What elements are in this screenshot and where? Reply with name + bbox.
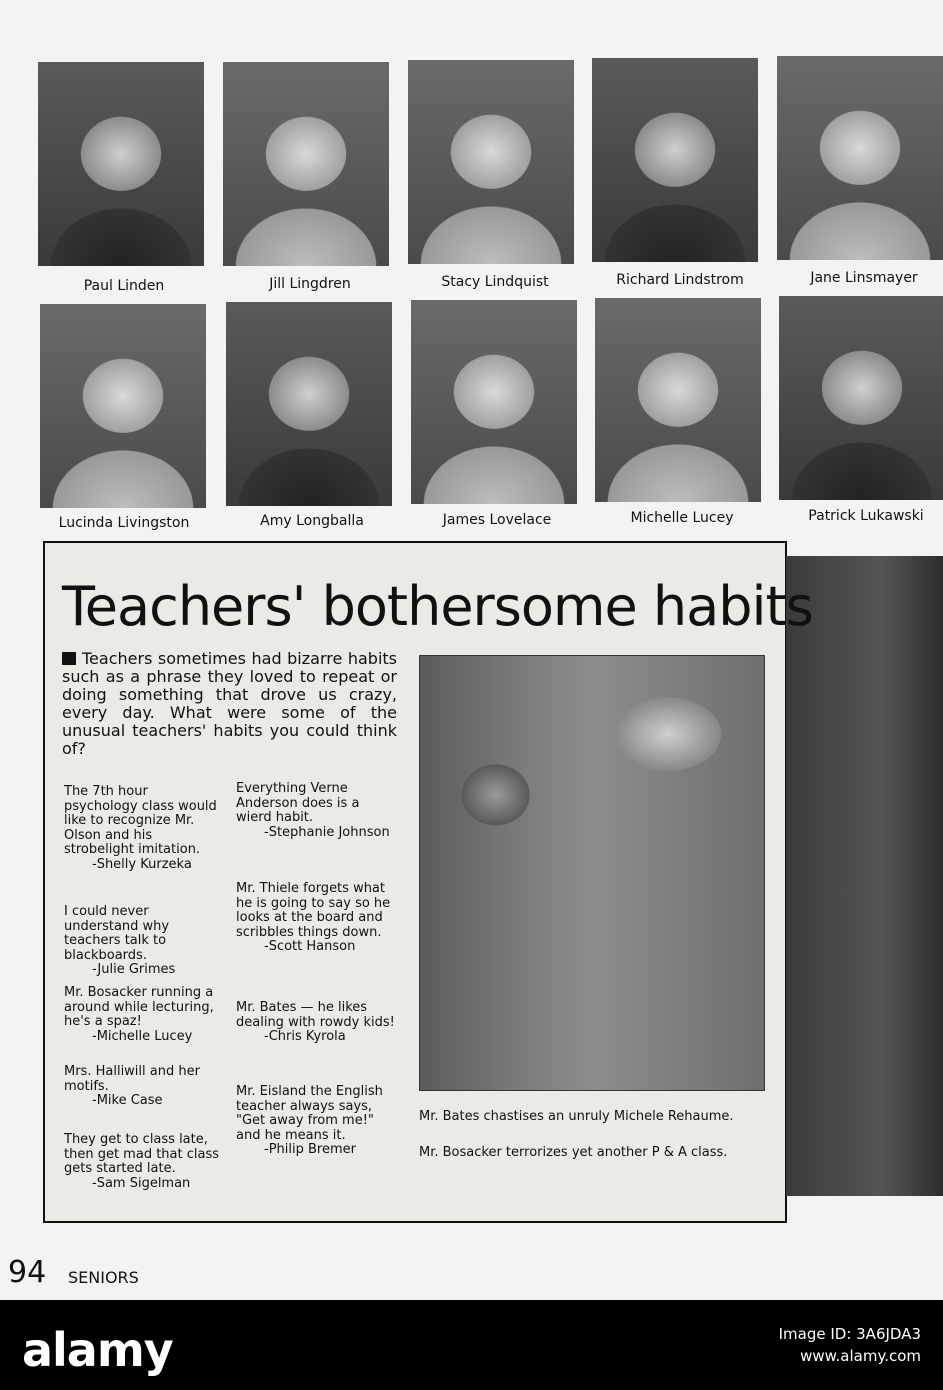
section-label: SENIORS [68, 1268, 139, 1287]
article-intro: Teachers sometimes had bizarre habits such as a phrase they loved to repeat or doing something that drove us crazy, every day. What were some of the unusual teachers' habits you could think of? [62, 649, 397, 758]
article-photo [419, 655, 765, 1091]
portrait-name: Amy Longballa [260, 513, 364, 529]
page-number: 94 [8, 1255, 47, 1290]
watermark-url: www.alamy.com [800, 1347, 921, 1365]
portrait-name: Michelle Lucey [630, 510, 734, 526]
portrait-photo [226, 302, 392, 506]
portrait-photo [411, 300, 577, 504]
image-id: Image ID: 3A6JDA3 [778, 1325, 921, 1343]
portrait-name: Lucinda Livingston [58, 515, 190, 531]
quote: Mr. Bates — he likes dealing with rowdy kids! -Chris Kyrola [236, 1000, 395, 1044]
quote: The 7th hour psychology class would like to recognize Mr. Olson and his strobelight imitation. -Shelly Kurzeka [64, 784, 217, 872]
portrait-photo [40, 304, 206, 508]
photo-caption: Mr. Bosacker terrorizes yet another P & A class. [419, 1145, 728, 1160]
portrait-photo [223, 62, 389, 266]
portrait-photo [779, 296, 943, 500]
portrait-photo [777, 56, 943, 260]
portrait-name: Patrick Lukawski [808, 508, 924, 524]
quote: Mr. Eisland the English teacher always says, "Get away from me!" and he means it. -Philip Bremer [236, 1084, 383, 1157]
portrait-name: James Lovelace [442, 512, 552, 528]
classroom-photo-partial [786, 556, 943, 1196]
portrait-name: Jill Lingdren [269, 276, 351, 292]
portrait-photo [38, 62, 204, 266]
portrait-photo [408, 60, 574, 264]
quote: Mr. Bosacker running a around while lecturing, he's a spaz! -Michelle Lucey [64, 985, 214, 1044]
quote: Mrs. Halliwill and her motifs. -Mike Case [64, 1064, 200, 1108]
quote: Mr. Thiele forgets what he is going to say so he looks at the board and scribbles things down. -Scott Hanson [236, 881, 391, 954]
portrait-name: Richard Lindstrom [616, 272, 744, 288]
quote: Everything Verne Anderson does is a wierd habit. -Stephanie Johnson [236, 781, 390, 840]
photo-caption: Mr. Bates chastises an unruly Michele Rehaume. [419, 1109, 734, 1124]
portrait-photo [595, 298, 761, 502]
bullet-square-icon [62, 652, 76, 665]
portrait-photo [592, 58, 758, 262]
portrait-name: Jane Linsmayer [810, 270, 918, 286]
watermark-id [779, 1323, 921, 1367]
quote: They get to class late, then get mad that class gets started late. -Sam Sigelman [64, 1132, 220, 1191]
watermark-logo: alamy [22, 1323, 173, 1377]
article-title: Teachers' bothersome habits [62, 575, 813, 638]
portrait-name: Paul Linden [83, 278, 165, 294]
portrait-name: Stacy Lindquist [441, 274, 549, 290]
quote: I could never understand why teachers talk to blackboards. -Julie Grimes [64, 904, 176, 977]
